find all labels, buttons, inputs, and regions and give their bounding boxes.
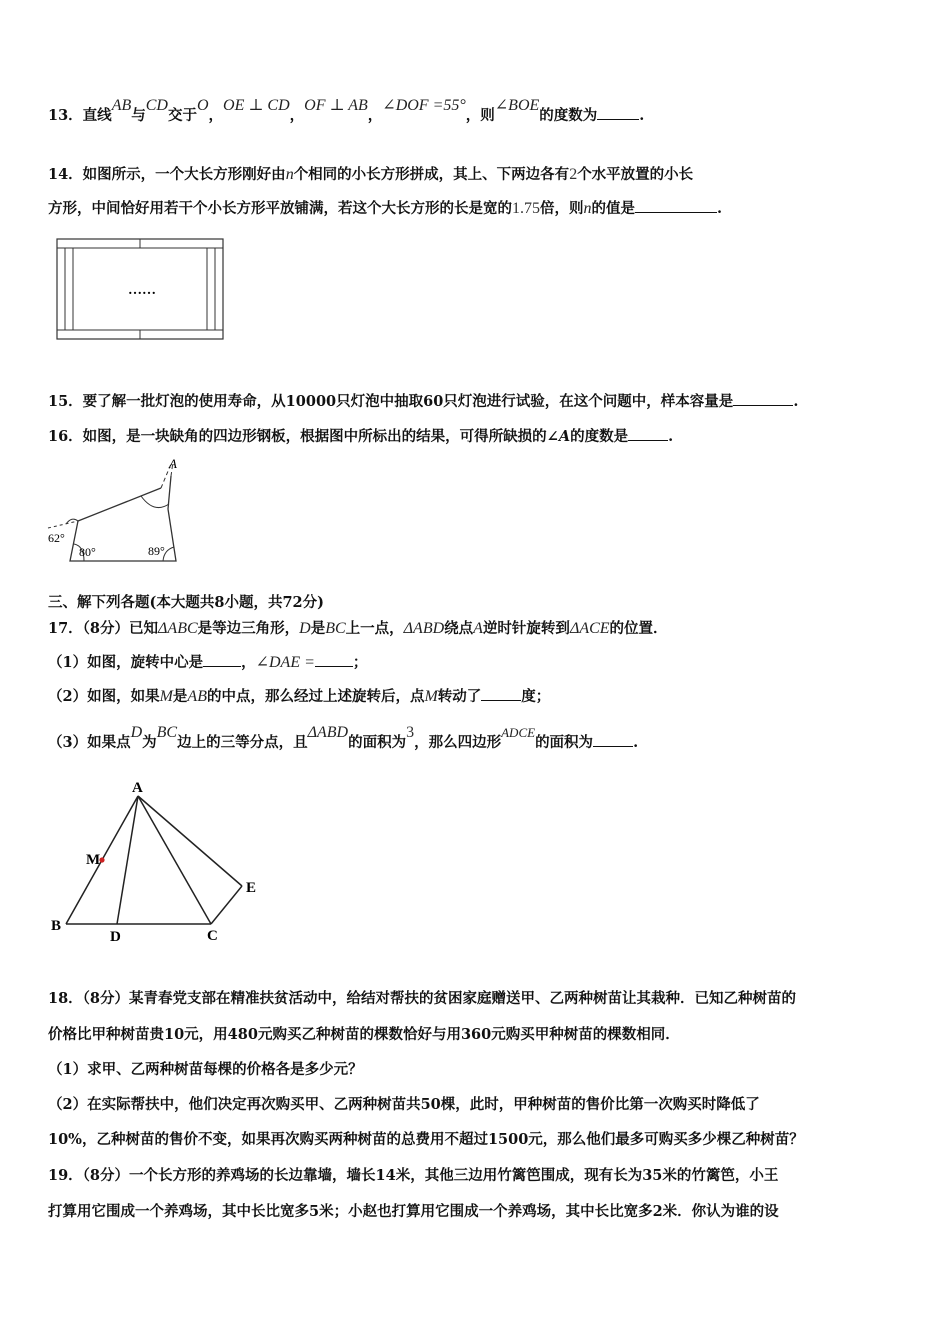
question-18-line-1: 18．（8分）某青春党支部在精准扶贫活动中，给结对帮扶的贫困家庭赠送甲、乙两种树苗让其栽种．已知乙种树苗的 <box>48 990 797 1007</box>
question-17-part-2: （2）如图，如果M是AB的中点，那么经过上述旋转后，点M转动了 度； <box>48 688 551 705</box>
label-80: 80° <box>79 545 96 559</box>
answer-blank <box>635 200 717 213</box>
label-c: C <box>207 928 218 944</box>
question-19-line-2: 打算用它围成一个养鸡场，其中长比宽多5米；小赵也打算用它围成一个养鸡场，其中长比宽多2米．你认为谁的设 <box>48 1203 779 1220</box>
label-d: D <box>110 929 121 944</box>
answer-blank <box>628 428 668 441</box>
label-a: A <box>169 456 177 471</box>
answer-blank <box>733 393 793 406</box>
label-62: 62° <box>48 531 65 545</box>
question-18-line-3: 10%，乙种树苗的售价不变，如果再次购买两种树苗的总费用不超过1500元，那么他们最多可购买多少棵乙种树苗？ <box>48 1131 804 1148</box>
answer-blank <box>597 107 639 120</box>
rectangle-tiling-figure <box>56 236 228 344</box>
answer-blank <box>315 654 353 667</box>
side-ac <box>138 796 211 924</box>
label-b: B <box>51 918 62 934</box>
question-14-line-2: 方形，中间恰好用若干个小长方形平放铺满，若这个大长方形的长是宽的1.75倍，则n的值是 . <box>48 200 723 217</box>
segment-ae <box>138 796 242 886</box>
label-m: M <box>86 852 101 868</box>
label-a: A <box>132 780 143 796</box>
angle-arc-top <box>141 496 169 508</box>
answer-blank <box>593 734 633 747</box>
label-e: E <box>246 880 257 896</box>
extension-line <box>48 521 78 528</box>
question-16: 16．如图，是一块缺角的四边形钢板，根据图中所标出的结果，可得所缺损的∠A的度数是 . <box>48 428 674 445</box>
question-18-part-2: （2）在实际帮扶中，他们决定再次购买甲、乙两种树苗共50棵，此时，甲种树苗的售价比第一次购买时降低了 <box>48 1096 760 1113</box>
point-m <box>99 857 104 862</box>
question-17-part-1: （1）如图，旋转中心是 ，∠DAE = ； <box>48 654 368 671</box>
quadrilateral-plate-figure <box>46 454 196 569</box>
ellipsis-label: …… <box>128 283 156 298</box>
section-3-title: 三、解下列各题(本大题共8小题，共72分) <box>48 594 324 611</box>
question-18-part-1: （1）求甲、乙两种树苗每棵的价格各是多少元？ <box>48 1061 363 1078</box>
question-14-line-1: 14．如图所示，一个大长方形刚好由n个相同的小长方形拼成，其上、下两边各有2个水平放置的小长 <box>48 166 694 183</box>
label-89: 89° <box>148 544 165 558</box>
answer-blank <box>203 654 241 667</box>
question-13: 13．直线AB与CD交于O，OE ⊥ CD，OF ⊥ AB，∠DOF =55°，则∠BOE的度数为 . <box>48 97 645 124</box>
answer-blank <box>481 688 521 701</box>
question-17-stem: 17．（8分）已知ΔABC是等边三角形，D是BC上一点，ΔABD绕点A逆时针旋转到ΔACE的位置． <box>48 620 668 637</box>
question-18-line-2: 价格比甲种树苗贵10元，用480元购买乙种树苗的棵数恰好与用360元购买甲种树苗的棵数相同． <box>48 1026 680 1043</box>
rotation-triangle-figure <box>46 776 276 944</box>
question-15: 15．要了解一批灯泡的使用寿命，从10000只灯泡中抽取60只灯泡进行试验，在这个问题中，样本容量是 . <box>48 393 799 410</box>
question-19-line-1: 19．（8分）一个长方形的养鸡场的长边靠墙，墙长14米，其他三边用竹篱笆围成，现有长为35米的竹篱笆，小王 <box>48 1167 779 1184</box>
question-17-part-3: （3）如果点D为BC边上的三等分点，且ΔABD的面积为3，那么四边形ADCE的面积为 . <box>48 724 639 751</box>
segment-ce <box>211 886 242 924</box>
